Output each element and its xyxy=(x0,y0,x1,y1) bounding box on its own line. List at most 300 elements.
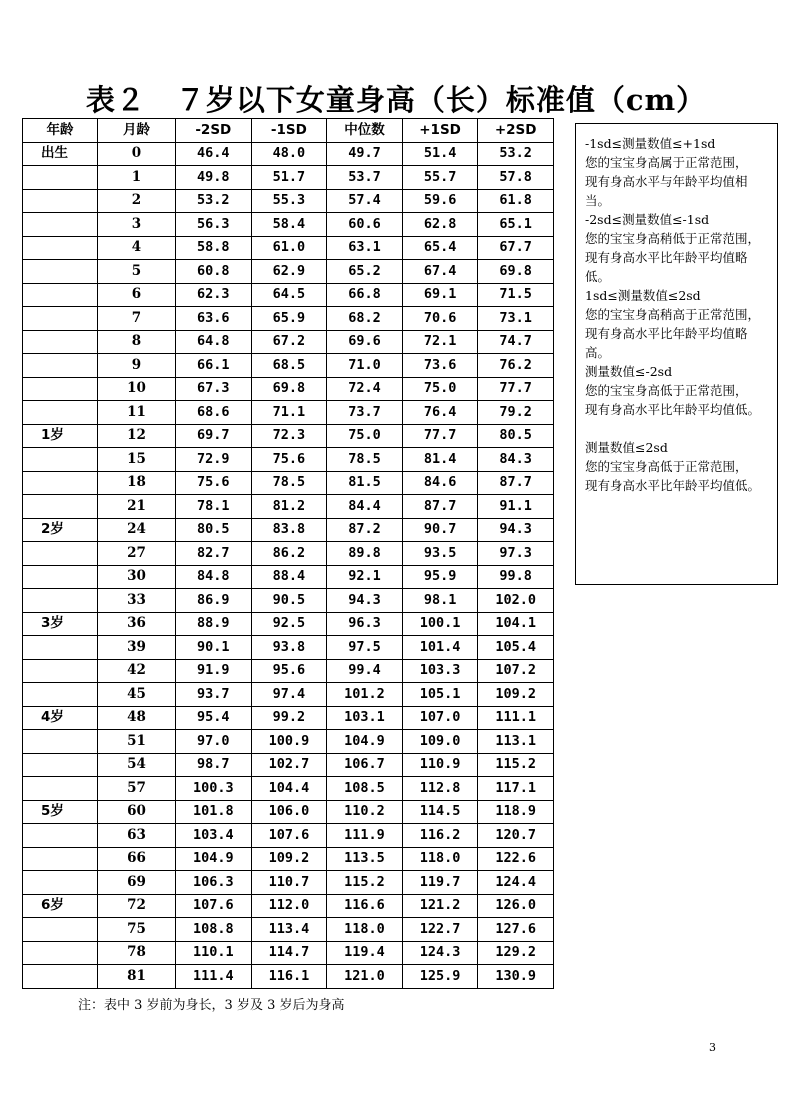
minus-1sd-cell: 113.4 xyxy=(251,918,327,942)
minus-2sd-cell: 107.6 xyxy=(176,894,252,918)
median-cell: 104.9 xyxy=(327,730,403,754)
age-cell xyxy=(23,495,98,519)
minus-1sd-cell: 72.3 xyxy=(251,424,327,448)
plus-2sd-cell: 109.2 xyxy=(478,683,554,707)
plus-2sd-cell: 74.7 xyxy=(478,330,554,354)
median-cell: 87.2 xyxy=(327,518,403,542)
interpretation-line: 当。 xyxy=(585,193,611,208)
plus-1sd-cell: 76.4 xyxy=(402,401,478,425)
minus-2sd-cell: 49.8 xyxy=(176,166,252,190)
header-minus-2sd: -2SD xyxy=(176,119,252,143)
table-row xyxy=(23,189,554,213)
table-row xyxy=(23,824,554,848)
page-title: 表２ ７岁以下女童身高（长）标准值（cm） xyxy=(85,83,707,117)
age-cell: 出生 xyxy=(23,142,98,166)
median-cell: 94.3 xyxy=(327,589,403,613)
plus-2sd-cell: 73.1 xyxy=(478,307,554,331)
minus-2sd-cell: 106.3 xyxy=(176,871,252,895)
minus-1sd-cell: 88.4 xyxy=(251,565,327,589)
interpretation-line: 您的宝宝身高低于正常范围， xyxy=(585,459,748,474)
minus-1sd-cell: 86.2 xyxy=(251,542,327,566)
plus-2sd-cell: 77.7 xyxy=(478,377,554,401)
minus-1sd-cell: 100.9 xyxy=(251,730,327,754)
plus-1sd-cell: 122.7 xyxy=(402,918,478,942)
table-footnote: 注：表中 3 岁前为身长，3 岁及 3 岁后为身高 xyxy=(78,998,345,1013)
minus-1sd-cell: 90.5 xyxy=(251,589,327,613)
age-cell: 2岁 xyxy=(23,518,98,542)
minus-2sd-cell: 91.9 xyxy=(176,659,252,683)
interpretation-line: -1sd≤测量数值≤+1sd xyxy=(585,136,716,151)
median-cell: 60.6 xyxy=(327,213,403,237)
plus-1sd-cell: 67.4 xyxy=(402,260,478,284)
plus-2sd-cell: 65.1 xyxy=(478,213,554,237)
age-cell xyxy=(23,589,98,613)
median-cell: 66.8 xyxy=(327,283,403,307)
age-cell: 6岁 xyxy=(23,894,98,918)
table-row xyxy=(23,565,554,589)
month-cell: 11 xyxy=(98,401,176,425)
median-cell: 97.5 xyxy=(327,636,403,660)
plus-2sd-cell: 111.1 xyxy=(478,706,554,730)
age-cell xyxy=(23,824,98,848)
interpretation-line: 您的宝宝身高稍低于正常范围， xyxy=(585,231,761,246)
plus-2sd-cell: 76.2 xyxy=(478,354,554,378)
interpretation-line: -2sd≤测量数值≤-1sd xyxy=(585,212,710,227)
table-row xyxy=(23,260,554,284)
plus-1sd-cell: 84.6 xyxy=(402,471,478,495)
minus-1sd-cell: 116.1 xyxy=(251,965,327,989)
interpretation-box xyxy=(575,123,778,585)
month-cell: 15 xyxy=(98,448,176,472)
plus-2sd-cell: 118.9 xyxy=(478,800,554,824)
plus-2sd-cell: 87.7 xyxy=(478,471,554,495)
age-cell: 1岁 xyxy=(23,424,98,448)
table-row xyxy=(23,166,554,190)
minus-2sd-cell: 63.6 xyxy=(176,307,252,331)
median-cell: 116.6 xyxy=(327,894,403,918)
minus-1sd-cell: 97.4 xyxy=(251,683,327,707)
plus-2sd-cell: 91.1 xyxy=(478,495,554,519)
plus-1sd-cell: 105.1 xyxy=(402,683,478,707)
age-cell xyxy=(23,377,98,401)
height-standard-table xyxy=(22,118,554,989)
plus-1sd-cell: 109.0 xyxy=(402,730,478,754)
header-median: 中位数 xyxy=(327,119,403,143)
median-cell: 84.4 xyxy=(327,495,403,519)
plus-2sd-cell: 124.4 xyxy=(478,871,554,895)
minus-2sd-cell: 101.8 xyxy=(176,800,252,824)
plus-2sd-cell: 104.1 xyxy=(478,612,554,636)
plus-2sd-cell: 80.5 xyxy=(478,424,554,448)
age-cell xyxy=(23,330,98,354)
median-cell: 49.7 xyxy=(327,142,403,166)
age-cell: 5岁 xyxy=(23,800,98,824)
age-cell xyxy=(23,260,98,284)
interpretation-line: 现有身高水平比年龄平均值略 xyxy=(585,250,748,265)
minus-1sd-cell: 104.4 xyxy=(251,777,327,801)
minus-1sd-cell: 109.2 xyxy=(251,847,327,871)
table-header-row xyxy=(23,119,554,143)
median-cell: 75.0 xyxy=(327,424,403,448)
table-body xyxy=(23,142,554,988)
interpretation-line: 您的宝宝身高属于正常范围， xyxy=(585,155,748,170)
age-cell xyxy=(23,307,98,331)
minus-1sd-cell: 78.5 xyxy=(251,471,327,495)
minus-2sd-cell: 69.7 xyxy=(176,424,252,448)
median-cell: 96.3 xyxy=(327,612,403,636)
table-row xyxy=(23,730,554,754)
minus-1sd-cell: 99.2 xyxy=(251,706,327,730)
minus-2sd-cell: 60.8 xyxy=(176,260,252,284)
plus-2sd-cell: 79.2 xyxy=(478,401,554,425)
minus-2sd-cell: 93.7 xyxy=(176,683,252,707)
median-cell: 69.6 xyxy=(327,330,403,354)
median-cell: 111.9 xyxy=(327,824,403,848)
age-cell xyxy=(23,753,98,777)
table-row xyxy=(23,307,554,331)
minus-2sd-cell: 103.4 xyxy=(176,824,252,848)
month-cell: 57 xyxy=(98,777,176,801)
month-cell: 51 xyxy=(98,730,176,754)
plus-2sd-cell: 53.2 xyxy=(478,142,554,166)
minus-2sd-cell: 95.4 xyxy=(176,706,252,730)
page-number: 3 xyxy=(709,1041,716,1054)
plus-2sd-cell: 113.1 xyxy=(478,730,554,754)
minus-2sd-cell: 100.3 xyxy=(176,777,252,801)
age-cell: 4岁 xyxy=(23,706,98,730)
month-cell: 8 xyxy=(98,330,176,354)
plus-1sd-cell: 112.8 xyxy=(402,777,478,801)
age-cell xyxy=(23,659,98,683)
table-row xyxy=(23,847,554,871)
minus-1sd-cell: 64.5 xyxy=(251,283,327,307)
median-cell: 53.7 xyxy=(327,166,403,190)
interpretation-line: 现有身高水平比年龄平均值低。 xyxy=(585,402,761,417)
plus-1sd-cell: 81.4 xyxy=(402,448,478,472)
minus-1sd-cell: 106.0 xyxy=(251,800,327,824)
table-row xyxy=(23,283,554,307)
minus-1sd-cell: 69.8 xyxy=(251,377,327,401)
table-row xyxy=(23,918,554,942)
table-row xyxy=(23,894,554,918)
month-cell: 1 xyxy=(98,166,176,190)
table-row xyxy=(23,800,554,824)
month-cell: 18 xyxy=(98,471,176,495)
table-row xyxy=(23,471,554,495)
median-cell: 68.2 xyxy=(327,307,403,331)
interpretation-line: 现有身高水平比年龄平均值略 xyxy=(585,326,748,341)
age-cell xyxy=(23,941,98,965)
minus-1sd-cell: 83.8 xyxy=(251,518,327,542)
month-cell: 6 xyxy=(98,283,176,307)
table-row xyxy=(23,142,554,166)
table-row xyxy=(23,424,554,448)
minus-2sd-cell: 53.2 xyxy=(176,189,252,213)
month-cell: 48 xyxy=(98,706,176,730)
age-cell xyxy=(23,542,98,566)
plus-1sd-cell: 110.9 xyxy=(402,753,478,777)
plus-1sd-cell: 93.5 xyxy=(402,542,478,566)
minus-1sd-cell: 110.7 xyxy=(251,871,327,895)
median-cell: 63.1 xyxy=(327,236,403,260)
month-cell: 63 xyxy=(98,824,176,848)
table-row xyxy=(23,683,554,707)
plus-1sd-cell: 116.2 xyxy=(402,824,478,848)
plus-1sd-cell: 124.3 xyxy=(402,941,478,965)
table-row xyxy=(23,777,554,801)
month-cell: 81 xyxy=(98,965,176,989)
plus-2sd-cell: 130.9 xyxy=(478,965,554,989)
minus-1sd-cell: 114.7 xyxy=(251,941,327,965)
header-month: 月龄 xyxy=(98,119,176,143)
month-cell: 27 xyxy=(98,542,176,566)
minus-1sd-cell: 93.8 xyxy=(251,636,327,660)
minus-2sd-cell: 78.1 xyxy=(176,495,252,519)
interpretation-line: 现有身高水平比年龄平均值低。 xyxy=(585,478,761,493)
minus-2sd-cell: 97.0 xyxy=(176,730,252,754)
month-cell: 3 xyxy=(98,213,176,237)
median-cell: 71.0 xyxy=(327,354,403,378)
minus-2sd-cell: 56.3 xyxy=(176,213,252,237)
plus-1sd-cell: 72.1 xyxy=(402,330,478,354)
age-cell xyxy=(23,918,98,942)
minus-1sd-cell: 95.6 xyxy=(251,659,327,683)
plus-1sd-cell: 70.6 xyxy=(402,307,478,331)
month-cell: 45 xyxy=(98,683,176,707)
header-age: 年龄 xyxy=(23,119,98,143)
plus-1sd-cell: 95.9 xyxy=(402,565,478,589)
plus-2sd-cell: 57.8 xyxy=(478,166,554,190)
minus-2sd-cell: 80.5 xyxy=(176,518,252,542)
median-cell: 108.5 xyxy=(327,777,403,801)
plus-1sd-cell: 73.6 xyxy=(402,354,478,378)
minus-1sd-cell: 92.5 xyxy=(251,612,327,636)
minus-1sd-cell: 58.4 xyxy=(251,213,327,237)
month-cell: 30 xyxy=(98,565,176,589)
median-cell: 92.1 xyxy=(327,565,403,589)
age-cell xyxy=(23,213,98,237)
month-cell: 4 xyxy=(98,236,176,260)
age-cell xyxy=(23,401,98,425)
median-cell: 121.0 xyxy=(327,965,403,989)
table-row xyxy=(23,612,554,636)
header-plus-1sd: +1SD xyxy=(402,119,478,143)
plus-2sd-cell: 61.8 xyxy=(478,189,554,213)
minus-1sd-cell: 48.0 xyxy=(251,142,327,166)
table-row xyxy=(23,636,554,660)
month-cell: 54 xyxy=(98,753,176,777)
median-cell: 115.2 xyxy=(327,871,403,895)
interpretation-line: 测量数值≤2sd xyxy=(585,440,668,455)
interpretation-line xyxy=(585,419,771,438)
month-cell: 0 xyxy=(98,142,176,166)
plus-2sd-cell: 126.0 xyxy=(478,894,554,918)
age-cell xyxy=(23,166,98,190)
minus-2sd-cell: 108.8 xyxy=(176,918,252,942)
median-cell: 119.4 xyxy=(327,941,403,965)
median-cell: 110.2 xyxy=(327,800,403,824)
month-cell: 75 xyxy=(98,918,176,942)
minus-1sd-cell: 75.6 xyxy=(251,448,327,472)
plus-1sd-cell: 125.9 xyxy=(402,965,478,989)
plus-1sd-cell: 98.1 xyxy=(402,589,478,613)
plus-2sd-cell: 67.7 xyxy=(478,236,554,260)
age-cell xyxy=(23,471,98,495)
table-row xyxy=(23,753,554,777)
table-row xyxy=(23,401,554,425)
interpretation-line: 高。 xyxy=(585,345,611,360)
median-cell: 103.1 xyxy=(327,706,403,730)
interpretation-line: 低。 xyxy=(585,269,611,284)
plus-2sd-cell: 120.7 xyxy=(478,824,554,848)
table-row xyxy=(23,706,554,730)
minus-1sd-cell: 61.0 xyxy=(251,236,327,260)
minus-2sd-cell: 64.8 xyxy=(176,330,252,354)
minus-1sd-cell: 65.9 xyxy=(251,307,327,331)
age-cell xyxy=(23,565,98,589)
plus-2sd-cell: 122.6 xyxy=(478,847,554,871)
minus-1sd-cell: 67.2 xyxy=(251,330,327,354)
age-cell xyxy=(23,236,98,260)
plus-1sd-cell: 103.3 xyxy=(402,659,478,683)
age-cell xyxy=(23,354,98,378)
minus-1sd-cell: 102.7 xyxy=(251,753,327,777)
median-cell: 81.5 xyxy=(327,471,403,495)
minus-2sd-cell: 84.8 xyxy=(176,565,252,589)
plus-2sd-cell: 97.3 xyxy=(478,542,554,566)
median-cell: 65.2 xyxy=(327,260,403,284)
median-cell: 89.8 xyxy=(327,542,403,566)
plus-1sd-cell: 118.0 xyxy=(402,847,478,871)
plus-1sd-cell: 119.7 xyxy=(402,871,478,895)
interpretation-line: 现有身高水平与年龄平均值相 xyxy=(585,174,748,189)
age-cell xyxy=(23,448,98,472)
minus-1sd-cell: 68.5 xyxy=(251,354,327,378)
median-cell: 113.5 xyxy=(327,847,403,871)
median-cell: 72.4 xyxy=(327,377,403,401)
plus-1sd-cell: 55.7 xyxy=(402,166,478,190)
minus-2sd-cell: 66.1 xyxy=(176,354,252,378)
month-cell: 60 xyxy=(98,800,176,824)
minus-1sd-cell: 112.0 xyxy=(251,894,327,918)
plus-1sd-cell: 51.4 xyxy=(402,142,478,166)
age-cell xyxy=(23,730,98,754)
table-row xyxy=(23,542,554,566)
month-cell: 10 xyxy=(98,377,176,401)
median-cell: 73.7 xyxy=(327,401,403,425)
age-cell xyxy=(23,636,98,660)
interpretation-line: 测量数值≤-2sd xyxy=(585,364,673,379)
table-row xyxy=(23,941,554,965)
minus-2sd-cell: 46.4 xyxy=(176,142,252,166)
table-row xyxy=(23,236,554,260)
minus-2sd-cell: 82.7 xyxy=(176,542,252,566)
plus-2sd-cell: 71.5 xyxy=(478,283,554,307)
plus-1sd-cell: 100.1 xyxy=(402,612,478,636)
minus-2sd-cell: 72.9 xyxy=(176,448,252,472)
minus-2sd-cell: 98.7 xyxy=(176,753,252,777)
month-cell: 72 xyxy=(98,894,176,918)
age-cell xyxy=(23,847,98,871)
table-row xyxy=(23,213,554,237)
table-row xyxy=(23,589,554,613)
interpretation-line: 1sd≤测量数值≤2sd xyxy=(585,288,701,303)
median-cell: 118.0 xyxy=(327,918,403,942)
plus-2sd-cell: 129.2 xyxy=(478,941,554,965)
table-row xyxy=(23,495,554,519)
table-row xyxy=(23,659,554,683)
median-cell: 57.4 xyxy=(327,189,403,213)
month-cell: 2 xyxy=(98,189,176,213)
minus-2sd-cell: 58.8 xyxy=(176,236,252,260)
plus-2sd-cell: 84.3 xyxy=(478,448,554,472)
table-row xyxy=(23,965,554,989)
table-row xyxy=(23,448,554,472)
median-cell: 99.4 xyxy=(327,659,403,683)
plus-1sd-cell: 59.6 xyxy=(402,189,478,213)
table-row xyxy=(23,518,554,542)
month-cell: 12 xyxy=(98,424,176,448)
plus-2sd-cell: 107.2 xyxy=(478,659,554,683)
month-cell: 24 xyxy=(98,518,176,542)
minus-1sd-cell: 81.2 xyxy=(251,495,327,519)
month-cell: 7 xyxy=(98,307,176,331)
month-cell: 5 xyxy=(98,260,176,284)
minus-2sd-cell: 75.6 xyxy=(176,471,252,495)
age-cell xyxy=(23,871,98,895)
age-cell xyxy=(23,777,98,801)
plus-1sd-cell: 65.4 xyxy=(402,236,478,260)
median-cell: 101.2 xyxy=(327,683,403,707)
minus-2sd-cell: 68.6 xyxy=(176,401,252,425)
interpretation-line: 您的宝宝身高稍高于正常范围， xyxy=(585,307,761,322)
plus-1sd-cell: 77.7 xyxy=(402,424,478,448)
age-cell xyxy=(23,283,98,307)
plus-1sd-cell: 101.4 xyxy=(402,636,478,660)
table-row xyxy=(23,871,554,895)
plus-1sd-cell: 121.2 xyxy=(402,894,478,918)
age-cell: 3岁 xyxy=(23,612,98,636)
plus-2sd-cell: 69.8 xyxy=(478,260,554,284)
minus-2sd-cell: 86.9 xyxy=(176,589,252,613)
month-cell: 66 xyxy=(98,847,176,871)
plus-2sd-cell: 102.0 xyxy=(478,589,554,613)
minus-1sd-cell: 62.9 xyxy=(251,260,327,284)
median-cell: 78.5 xyxy=(327,448,403,472)
plus-1sd-cell: 114.5 xyxy=(402,800,478,824)
plus-2sd-cell: 99.8 xyxy=(478,565,554,589)
plus-2sd-cell: 115.2 xyxy=(478,753,554,777)
month-cell: 21 xyxy=(98,495,176,519)
month-cell: 78 xyxy=(98,941,176,965)
month-cell: 69 xyxy=(98,871,176,895)
plus-2sd-cell: 117.1 xyxy=(478,777,554,801)
median-cell: 106.7 xyxy=(327,753,403,777)
minus-1sd-cell: 51.7 xyxy=(251,166,327,190)
month-cell: 36 xyxy=(98,612,176,636)
minus-2sd-cell: 67.3 xyxy=(176,377,252,401)
plus-2sd-cell: 94.3 xyxy=(478,518,554,542)
table-row xyxy=(23,377,554,401)
interpretation-line: 您的宝宝身高低于正常范围， xyxy=(585,383,748,398)
plus-1sd-cell: 90.7 xyxy=(402,518,478,542)
minus-1sd-cell: 55.3 xyxy=(251,189,327,213)
plus-1sd-cell: 87.7 xyxy=(402,495,478,519)
plus-2sd-cell: 105.4 xyxy=(478,636,554,660)
minus-1sd-cell: 71.1 xyxy=(251,401,327,425)
minus-2sd-cell: 62.3 xyxy=(176,283,252,307)
plus-2sd-cell: 127.6 xyxy=(478,918,554,942)
